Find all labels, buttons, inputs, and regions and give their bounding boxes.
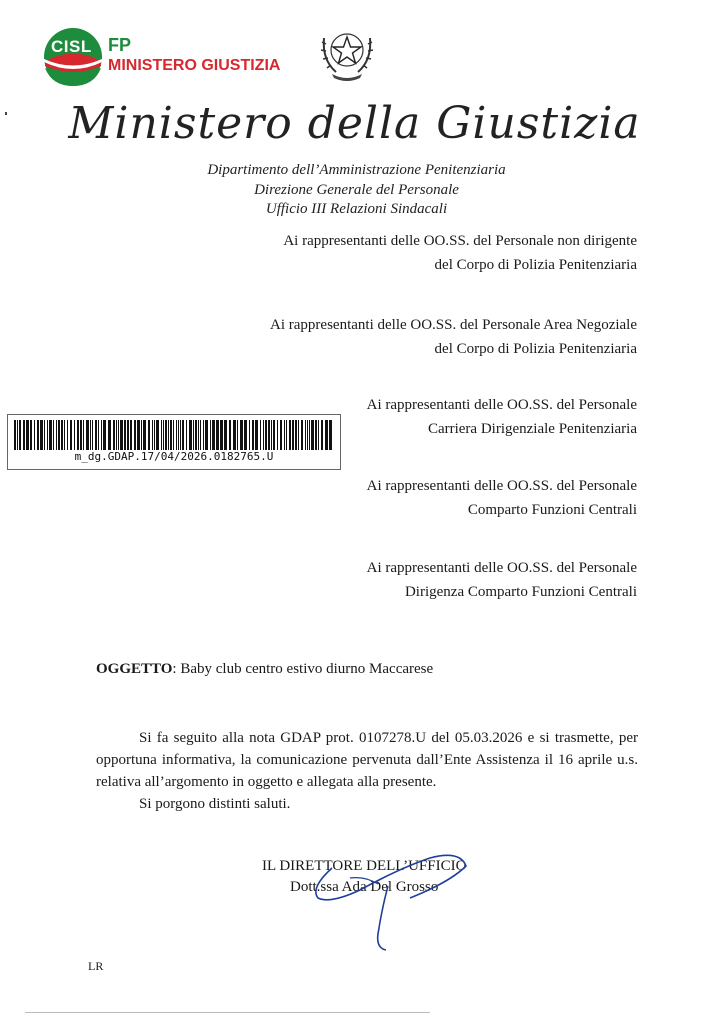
addressee-line: del Corpo di Polizia Penitenziaria [434,257,637,273]
department-line: Dipartimento dell’Amministrazione Penitenziaria [207,162,506,178]
barcode-icon [14,420,334,450]
addressee-line: Carriera Dirigenziale Penitenziaria [427,421,637,437]
addressee-block [367,393,637,441]
drafter-initials: LR [88,959,104,973]
footer-divider [25,1012,430,1013]
italian-republic-emblem-icon [314,20,380,86]
protocol-number: m_dg.GDAP.17/04/2026.0182765.U [74,450,274,463]
addressee-block [367,474,637,522]
logo-ministry-text: MINISTERO GIUSTIZIA [108,57,281,74]
addressee-line: Ai rappresentanti delle OO.SS. del Personale [366,397,637,413]
signer-name: Dott.ssa Ada Del Grosso [290,879,439,895]
closing-paragraph: Si porgono distinti saluti. [139,796,291,812]
logo-cisl-text: CISL [51,37,92,56]
subject-text: : Baby club centro estivo diurno Maccarese [172,661,434,677]
addressee-line: Dirigenza Comparto Funzioni Centrali [404,584,637,600]
addressee-block [283,229,637,277]
body-paragraph: Si fa seguito alla nota GDAP prot. 0107278.U del 05.03.2026 e si trasmette, per opportuna informativa, la comunicazione pervenuta dall’Ente Assistenza il 16 aprile u.s. relativa all’argomento in oggetto e allegata alla presente. [96,730,638,790]
office-line: Ufficio III Relazioni Sindacali [265,201,448,217]
subject-label: OGGETTO [96,661,173,677]
cisl-logo-icon [42,26,104,88]
addressee-line: Ai rappresentanti delle OO.SS. del Personale [366,478,637,494]
addressee-block [367,556,637,604]
addressee-line: Ai rappresentanti delle OO.SS. del Personale Area Negoziale [270,317,637,333]
ministry-title: Ministero della Giustizia [68,98,641,149]
protocol-barcode-label [7,414,341,470]
addressee-line: Ai rappresentanti delle OO.SS. del Personale [366,560,637,576]
addressee-line: Comparto Funzioni Centrali [467,502,637,518]
logo-fp-text: FP [108,35,132,55]
addressee-block [270,313,637,361]
addressee-line: Ai rappresentanti delle OO.SS. del Personale non dirigente [283,233,637,249]
handwritten-signature-icon [290,838,480,953]
subject-line [96,661,433,678]
addressee-line: del Corpo di Polizia Penitenziaria [434,341,637,357]
letter-body [96,727,638,815]
signer-role: IL DIRETTORE DELL’UFFICIO [262,858,467,874]
directorate-line: Direzione Generale del Personale [254,182,459,198]
cisl-fp-logo [42,26,282,88]
